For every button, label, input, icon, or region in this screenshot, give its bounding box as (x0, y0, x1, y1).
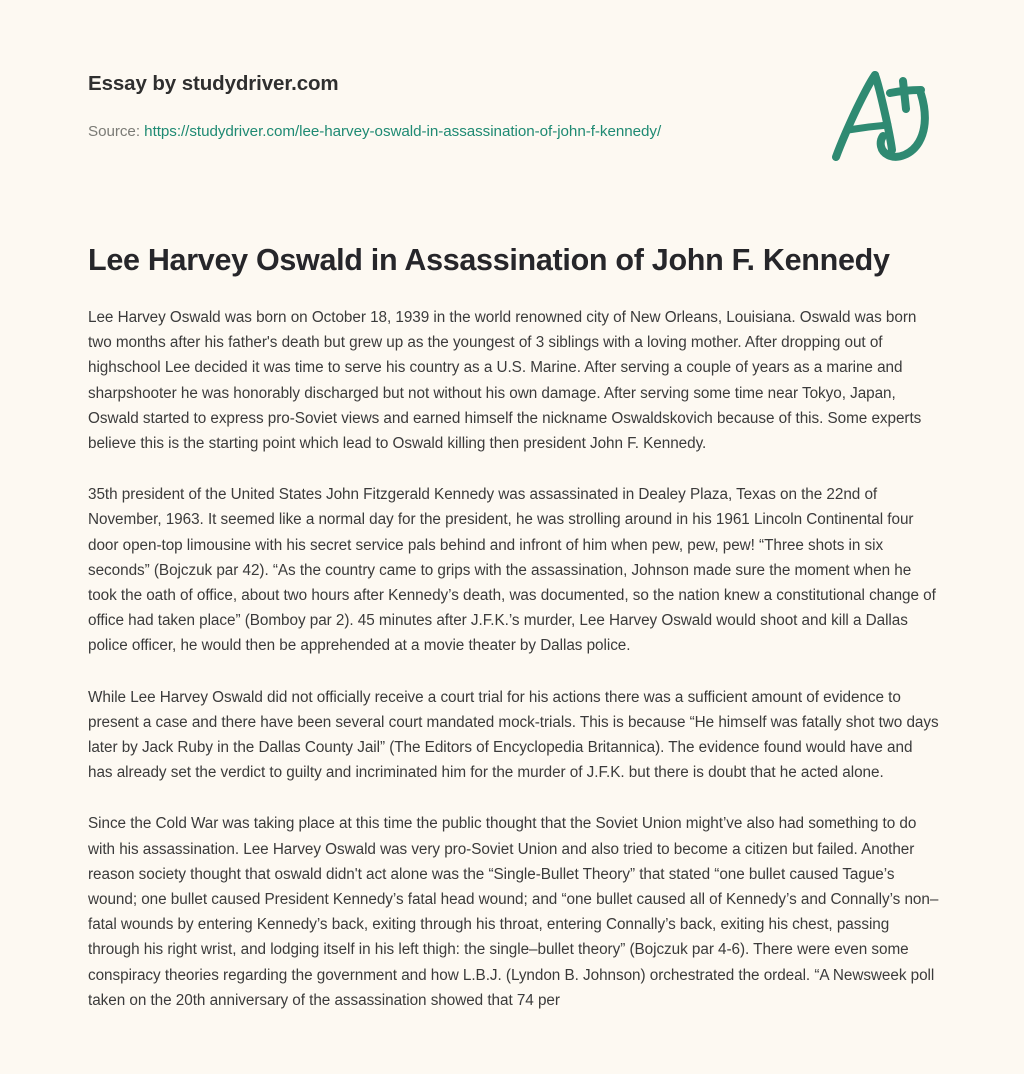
source-line (88, 123, 661, 140)
essay-by-heading: Essay by studydriver.com (88, 72, 339, 95)
studydriver-a-plus-logo-icon (822, 58, 940, 170)
article-paragraph: Lee Harvey Oswald was born on October 18, 1939 in the world renowned city of New Orleans, Louisiana. Oswald was born two months after his father's death but grew up as the youngest of 3 siblings with a loving mother. After dropping out of highschool Lee decided it was time to serve his country as a U.S. Marine. After serving a couple of years as a marine and sharpshooter he was honorably discharged but not without his own damage. After serving some time near Tokyo, Japan, Oswald started to express pro-Soviet views and earned himself the nickname Oswaldskovich because of this. Some experts believe this is the starting point which lead to Oswald killing then president John F. Kennedy. (88, 308, 922, 452)
source-label: Source: (88, 123, 140, 140)
article-paragraph: 35th president of the United States John Fitzgerald Kennedy was assassinated in Dealey Plaza, Texas on the 22nd of November, 1963. It seemed like a normal day for the president, he was strolling around in his 1961 Lincoln Continental four door open-top limousine with his secret service pals behind and infront of him when pew, pew, pew! “Three shots in six seconds” (Bojczuk par 42). “As the country came to grips with the assassination, Johnson made sure the moment when he took the oath of office, about two hours after Kennedy’s death, was documented, so the nation knew a constitutional change of office had taken place” (Bomboy par 2). 45 minutes after J.F.K.’s murder, Lee Harvey Oswald would shoot and kill a Dallas police officer, he would then be apprehended at a movie theater by Dallas police. (88, 486, 936, 655)
article-paragraph: Since the Cold War was taking place at this time the public thought that the Soviet Union might’ve also had something to do with his assassination. Lee Harvey Oswald was very pro-Soviet Union and also tried to become a citizen but failed. Another reason society thought that oswald didn't act alone was the “Single-Bullet Theory” that stated “one bullet caused Tague’s wound; one bullet caused President Kennedy’s fatal head wound; and “one bullet caused all of Kennedy’s and Connally’s non–fatal wounds by entering Kennedy’s back, exiting through his throat, entering Connally’s back, exiting his chest, passing through his right wrist, and lodging itself in his left thigh: the single–bullet theory” (Bojczuk par 4-6). There were even some conspiracy theories regarding the government and how L.B.J. (Lyndon B. Johnson) orchestrated the ordeal. “A Newsweek poll taken on the 20th anniversary of the assassination showed that 74 per (88, 815, 939, 1009)
article-body (88, 305, 940, 1013)
article-paragraph: While Lee Harvey Oswald did not officially receive a court trial for his actions there was a sufficient amount of evidence to present a case and there have been several court mandated mock-trials. This is because “He himself was fatally shot two days later by Jack Ruby in the Dallas County Jail” (The Editors of Encyclopedia Britannica). The evidence found would have and has already set the verdict to guilty and incriminated him for the murder of J.F.K. but there is doubt that he acted alone. (88, 688, 939, 782)
page-title: Lee Harvey Oswald in Assassination of John F. Kennedy (88, 243, 890, 277)
article (88, 243, 940, 1013)
source-url-link[interactable]: https://studydriver.com/lee-harvey-oswald-in-assassination-of-john-f-kennedy/ (144, 123, 662, 140)
page-header (0, 0, 1024, 200)
